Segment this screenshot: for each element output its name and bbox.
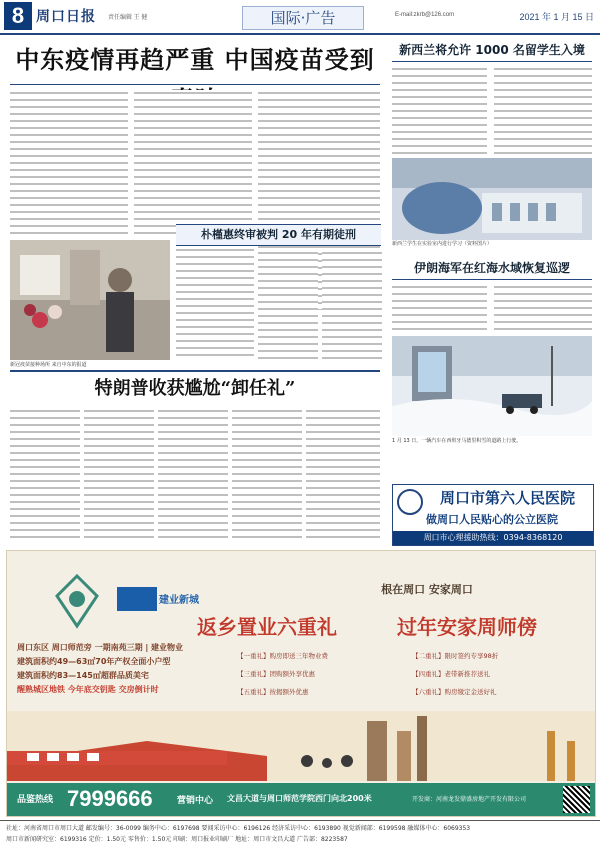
- story3-col1: [258, 250, 318, 360]
- story5-col4: [232, 408, 302, 543]
- issue-date: 2021 年 1 月 15 日: [519, 12, 594, 22]
- header-rule: [0, 33, 600, 35]
- gift-6: 【六重礼】购房缴定金送好礼: [412, 688, 497, 696]
- story1-col1: [10, 90, 128, 235]
- story4-col2: [494, 284, 592, 332]
- story2-rule: [392, 61, 592, 62]
- snow-photo: [392, 336, 592, 436]
- left-feature-list: [17, 641, 257, 697]
- sales-center-label: 营销中心: [177, 796, 214, 806]
- ad-headline-left: 返乡置业六重礼: [197, 615, 337, 639]
- gifts-grid: [237, 651, 577, 711]
- story4-rule: [392, 279, 592, 280]
- footer-line-1: 社址：河南省周口市周口大道 邮发编号：36-0099 编务中心：6197698 要闻采访中心：6196126 经济采访中心：6193890 视觉新闻部：6199598 融媒体中心：6069353: [6, 825, 471, 832]
- story2-photo-caption: 新西兰学生在实验室内进行学习（资料图片）: [392, 241, 493, 247]
- page-number: 8: [4, 2, 32, 30]
- page-footer: [0, 820, 600, 848]
- ad-main-headline: [197, 611, 587, 641]
- developer-name: 开发商：河南龙发鼎盛房地产开发有限公司: [412, 796, 527, 803]
- hospital-hotline: 周口市心理援助热线：0394-8368120: [393, 531, 593, 545]
- paper-logo: 周口日报: [36, 9, 96, 25]
- left-feature-3: 建筑面积约83—145㎡超群品质美宅: [17, 671, 149, 680]
- story1-photo-caption: 新冠疫苗接种场所 来自中东的报道: [10, 362, 87, 368]
- brand-name: 建业新城: [159, 595, 199, 606]
- story5-headline: 特朗普收获尴尬“卸任礼”: [94, 378, 296, 399]
- story1-col2: [134, 90, 252, 235]
- story4-headline: 伊朗海军在红海水域恢复巡逻: [413, 261, 570, 275]
- story3-headline-bar: [176, 224, 381, 246]
- story2-headline-block: [392, 40, 592, 60]
- story1-rule: [10, 84, 380, 85]
- brand-logo: [47, 571, 107, 631]
- story1-headline: 中东疫情再趋严重 中国疫苗受到: [15, 45, 375, 74]
- hospital-ad: [392, 484, 594, 546]
- story2-photo: [392, 158, 592, 240]
- section-title: 国际·广告: [242, 6, 364, 30]
- left-feature-2: 建筑面积约49—63㎡70年产权全面小户型: [17, 657, 171, 666]
- ad-illustration: [7, 711, 595, 781]
- story4-col1: [392, 284, 487, 332]
- ad-top-tagline: 根在周口 安家周口: [381, 583, 473, 596]
- gift-2: 【二重礼】限时签约专享98折: [412, 652, 499, 660]
- gift-4: 【四重礼】老带新推荐送礼: [412, 670, 490, 678]
- ad-headline-right: 过年安家周师傍: [397, 615, 537, 639]
- story2-col1: [392, 66, 487, 156]
- page-header: [0, 0, 600, 36]
- qr-code-icon: [563, 786, 590, 813]
- hotline-label: 品鉴热线: [17, 795, 54, 805]
- editor-line: 责任编辑 王 健: [108, 15, 148, 21]
- gift-1: 【一重礼】购房即送三年物业费: [237, 652, 328, 660]
- gift-5: 【五重礼】按揭额外优惠: [237, 688, 309, 696]
- hotline-number: 7999666: [67, 786, 153, 811]
- story4-headline-block: [392, 258, 592, 278]
- ad-bottom-bar: [7, 783, 595, 816]
- gift-3: 【三重礼】团购额外享优惠: [237, 670, 315, 678]
- story3-headline: 朴槿惠终审被判 20 年有期徒刑: [201, 228, 356, 241]
- story5-top-rule: [10, 370, 380, 372]
- jianye-logo-icon: [117, 587, 157, 611]
- story5-headline-block: [10, 374, 380, 404]
- hospital-name: 周口市第六人民医院: [439, 489, 575, 507]
- story3-col2: [322, 250, 382, 360]
- hospital-slogan: 做周口人民贴心的公立医院: [426, 513, 558, 526]
- story5-col5: [306, 408, 380, 543]
- contact-email: E-mail:zkrb@126.com: [395, 12, 455, 18]
- story1-headline-block: [10, 40, 380, 80]
- story5-col2: [84, 408, 154, 543]
- story1-photo: [10, 240, 170, 360]
- footer-line-2: 周口市新闻研究室：6199316 定价：1.50元 零售价：1.50元 印刷：周口报业印刷厂 地址：周口市文昌大道 广告部：8223587: [6, 836, 348, 843]
- snow-photo-caption: 1 月 13 日，一辆汽车在西班牙马德里积雪的道路上行驶。: [392, 438, 522, 444]
- left-feature-4: 醒熟城区地铁 今年底交钥匙 交房倒计时: [17, 685, 159, 694]
- story2-col2: [494, 66, 592, 156]
- sales-address: 文昌大道与周口师范学院西门向北200米: [227, 794, 372, 803]
- left-feature-1: 周口东区 周口师范旁 一期南苑三期 | 建业物业: [17, 643, 184, 652]
- property-ad: [6, 550, 596, 817]
- story5-col1: [10, 408, 80, 543]
- story5-col3: [158, 408, 228, 543]
- story1-col4: [176, 240, 254, 360]
- story2-headline: 新西兰将允许 1000 名留学生入境: [399, 43, 585, 57]
